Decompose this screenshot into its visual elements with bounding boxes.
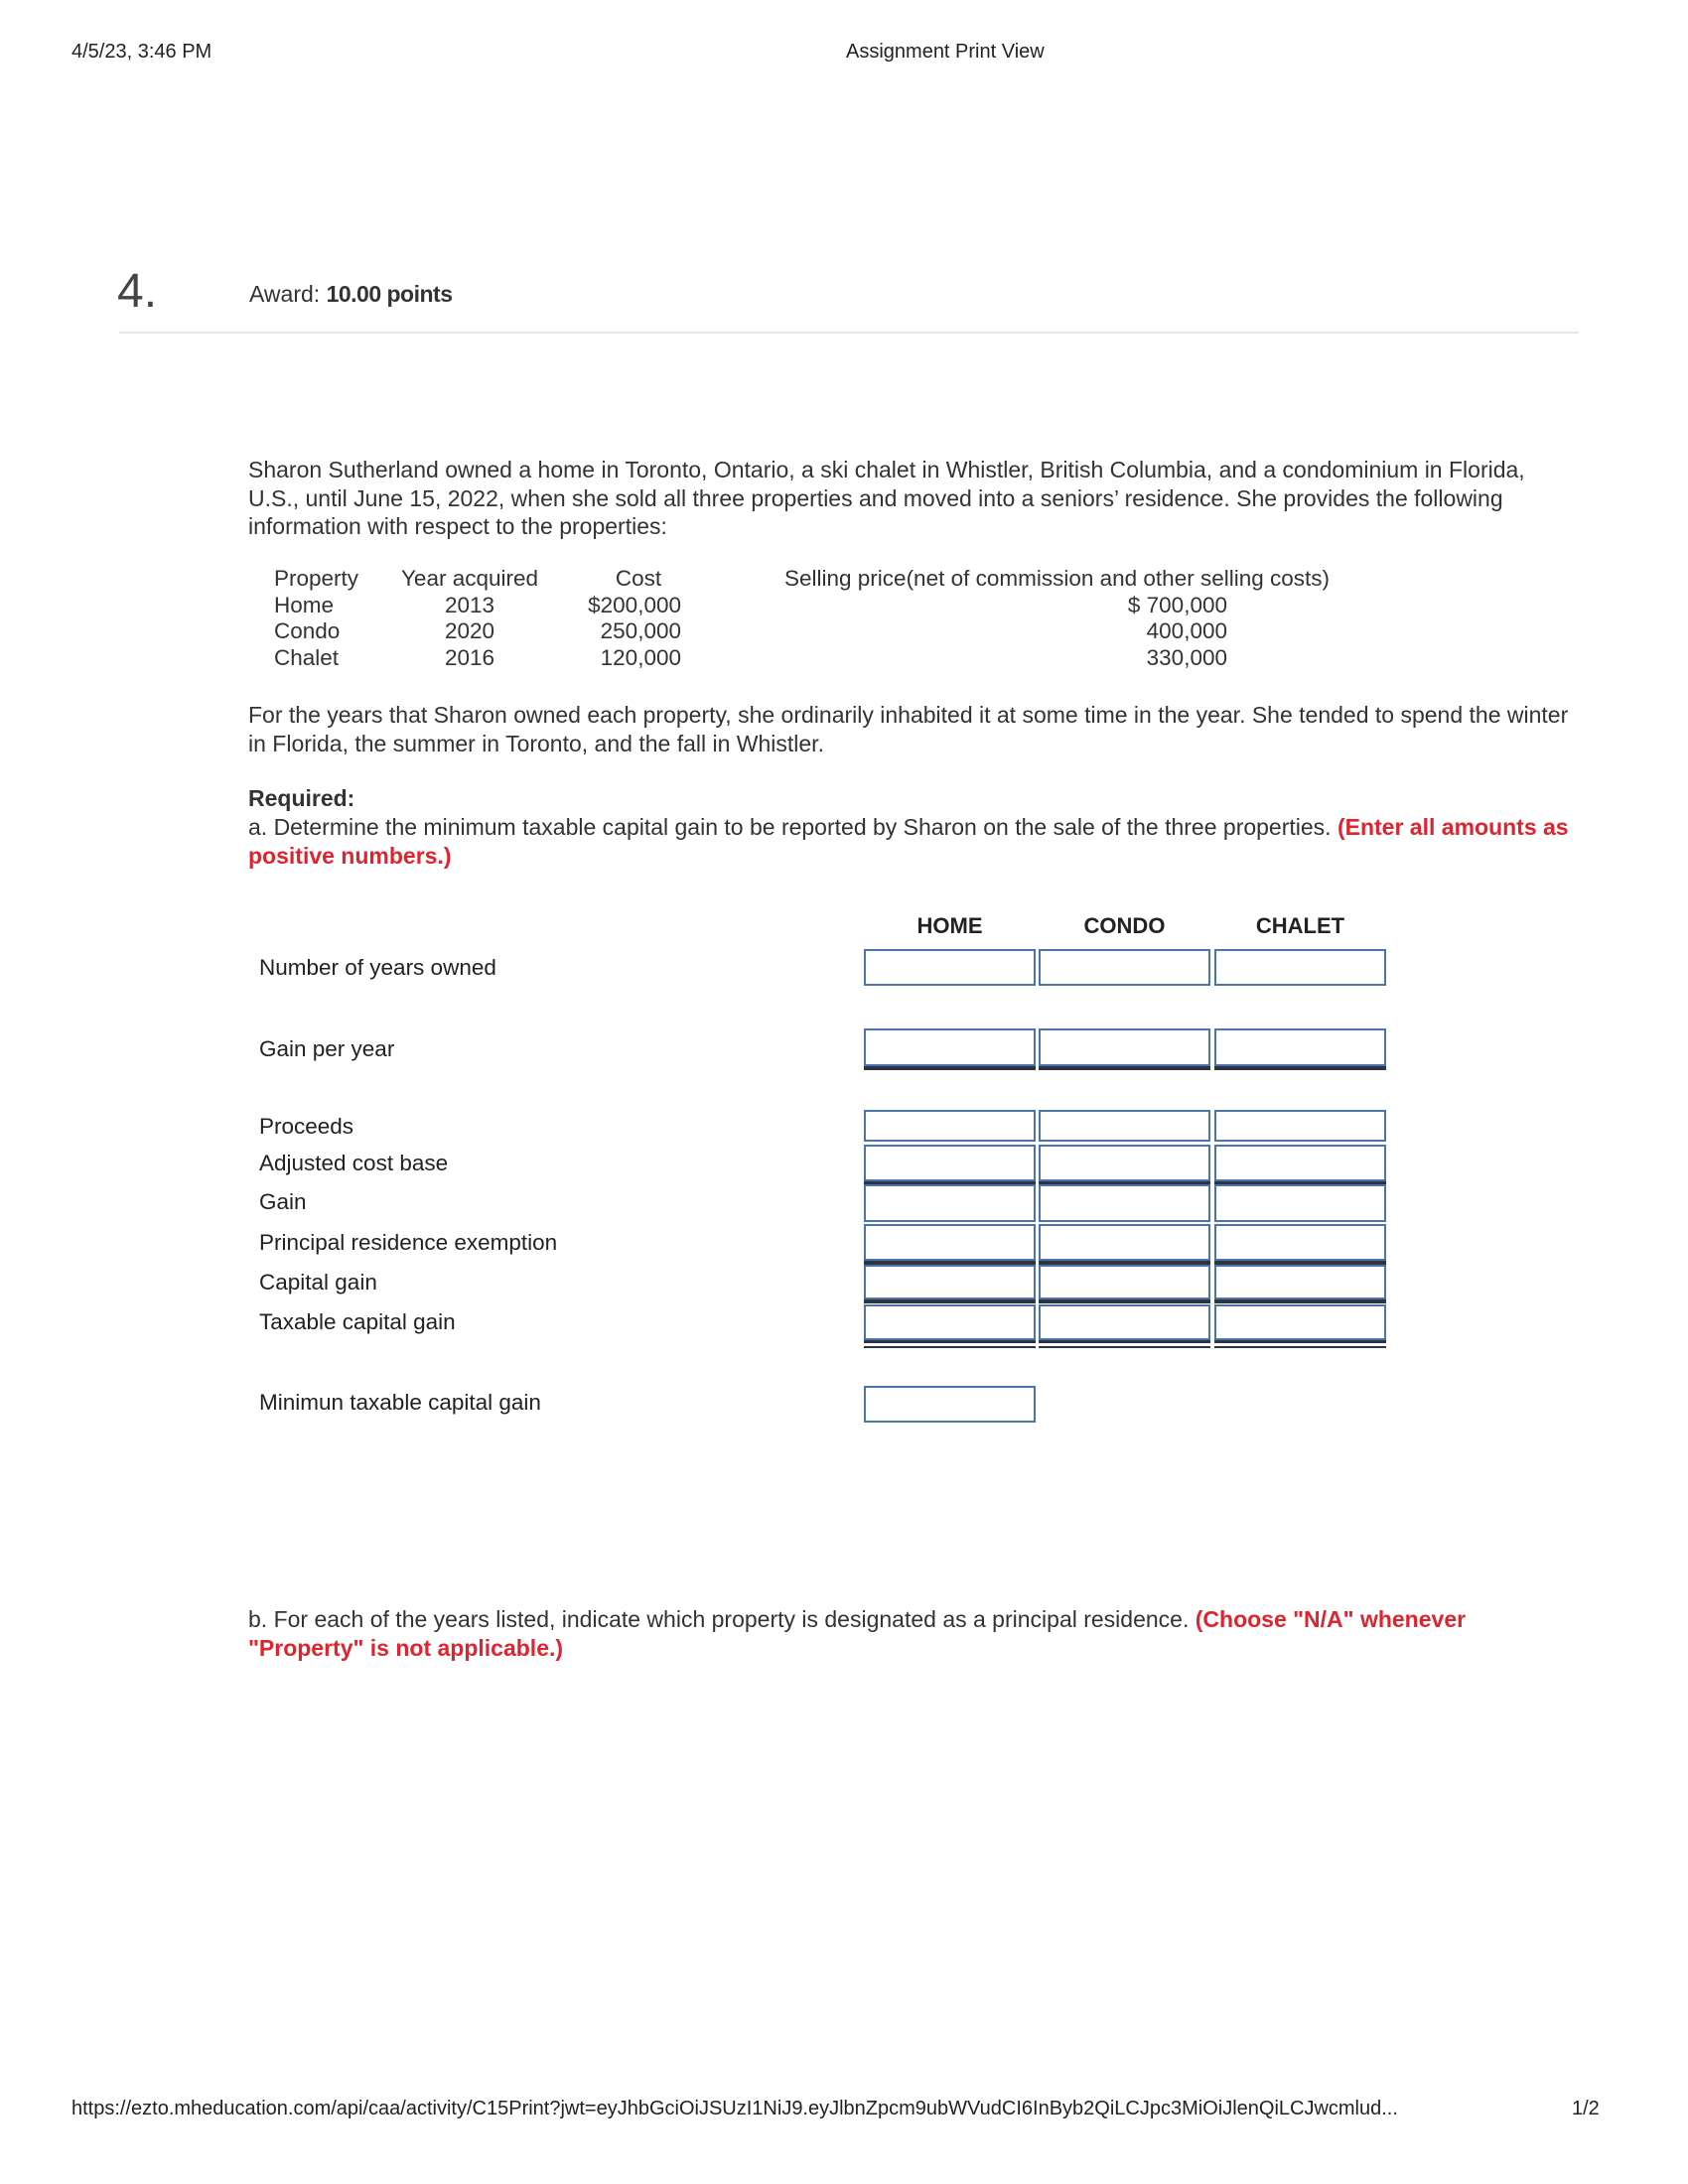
gain-per-year-condo-input[interactable] [1039,1028,1210,1066]
gain-per-year-home-input[interactable] [864,1028,1036,1066]
years-owned-condo-input[interactable] [1039,949,1210,986]
table-cell: 2020 [444,618,495,643]
minimum-taxable-capital-gain-input[interactable] [864,1386,1036,1423]
years-owned-home-input[interactable] [864,949,1036,986]
taxable-capital-gain-chalet-input[interactable] [1214,1304,1386,1340]
label-gain: Gain [259,1189,307,1214]
table-cell: 2013 [444,592,495,617]
pre-chalet-input[interactable] [1214,1224,1386,1261]
divider [119,332,1579,334]
property-column [274,566,358,671]
selling-price-header: Selling price(net of commission and other selling costs) [784,566,1330,591]
print-title: Assignment Print View [846,41,1045,63]
award-label: Award: [249,281,321,307]
capital-gain-chalet-input[interactable] [1214,1265,1386,1299]
label-years-owned: Number of years owned [259,955,496,980]
column-condo: CONDO [1083,913,1166,938]
label-pre: Principal residence exemption [259,1230,558,1255]
award-value: 10.00 points [326,281,453,307]
year-column [397,566,542,671]
required-heading: Required: [248,785,355,811]
gain-per-year-chalet-input[interactable] [1214,1028,1386,1066]
table-cell: Home [274,592,335,617]
question-number: 4. [117,265,158,318]
proceeds-chalet-input[interactable] [1214,1110,1386,1142]
label-acb: Adjusted cost base [259,1151,449,1175]
label-gain-per-year: Gain per year [259,1036,395,1061]
acb-chalet-input[interactable] [1214,1145,1386,1181]
proceeds-home-input[interactable] [864,1110,1036,1142]
pre-condo-input[interactable] [1039,1224,1210,1261]
gain-condo-input[interactable] [1039,1184,1210,1222]
part-b-note: (Choose "N/A" whenever "Property" is not applicable.) [248,1606,1467,1661]
part-b-text: b. For each of the years listed, indicate which property is designated as a principal residence. [248,1606,1190,1632]
table-cell: Condo [274,618,341,643]
capital-gain-home-input[interactable] [864,1265,1036,1299]
gain-home-input[interactable] [864,1184,1036,1222]
table-cell: 250,000 [600,618,681,643]
part-a-instruction [248,813,1579,870]
question-intro: Sharon Sutherland owned a home in Toronto, Ontario, a ski chalet in Whistler, British Columbia, and a condominium in Florida, U.S., until June 15, 2022, when she sold all three properties and moved into a seniors’ residence. She provides the following information with respect to the properties: [248,457,1525,539]
column-home: HOME [916,913,983,938]
table-header: Year acquired [400,566,539,591]
acb-home-input[interactable] [864,1145,1036,1181]
cost-column [556,566,681,671]
page-number: 1/2 [1572,2098,1600,2119]
table-cell: 2016 [444,644,495,670]
label-minimum-taxable: Minimun taxable capital gain [259,1390,541,1415]
table-header: Cost [615,566,662,591]
years-owned-chalet-input[interactable] [1214,949,1386,986]
table-cell: 120,000 [600,644,681,670]
taxable-capital-gain-condo-input[interactable] [1039,1304,1210,1340]
table-cell: 400,000 [1146,618,1227,643]
taxable-capital-gain-home-input[interactable] [864,1304,1036,1340]
label-capital-gain: Capital gain [259,1270,377,1295]
pre-home-input[interactable] [864,1224,1036,1261]
paragraph-2: For the years that Sharon owned each property, she ordinarily inhabited it at some time in the year. She tended to spend the winter in Florida, the summer in Toronto, and the fall in Whistler. [248,702,1569,756]
capital-gain-condo-input[interactable] [1039,1265,1210,1299]
acb-condo-input[interactable] [1039,1145,1210,1181]
part-b-instruction [248,1605,1579,1662]
award [249,281,453,308]
table-header: Property [274,566,359,591]
label-taxable-capital-gain: Taxable capital gain [259,1309,456,1334]
label-proceeds: Proceeds [259,1114,354,1139]
selling-price-column [1072,593,1227,672]
column-chalet: CHALET [1255,913,1345,938]
part-a-text: a. Determine the minimum taxable capital gain to be reported by Sharon on the sale of the three properties. [248,814,1332,840]
proceeds-condo-input[interactable] [1039,1110,1210,1142]
print-datetime: 4/5/23, 3:46 PM [71,41,212,63]
table-cell: Chalet [274,644,340,670]
footer-url: https://ezto.mheducation.com/api/caa/activity/C15Print?jwt=eyJhbGciOiJSUzI1NiJ9.eyJlbnZpcm9ubWVudCI6InByb2QiLCJpc3MiOiJlenQiLCJwcmlud... [71,2098,1398,2119]
part-a-note: (Enter all amounts as positive numbers.) [248,814,1569,869]
gain-chalet-input[interactable] [1214,1184,1386,1222]
table-cell: $200,000 [588,592,681,617]
table-cell: 330,000 [1146,644,1227,670]
table-cell: $ 700,000 [1127,592,1227,617]
